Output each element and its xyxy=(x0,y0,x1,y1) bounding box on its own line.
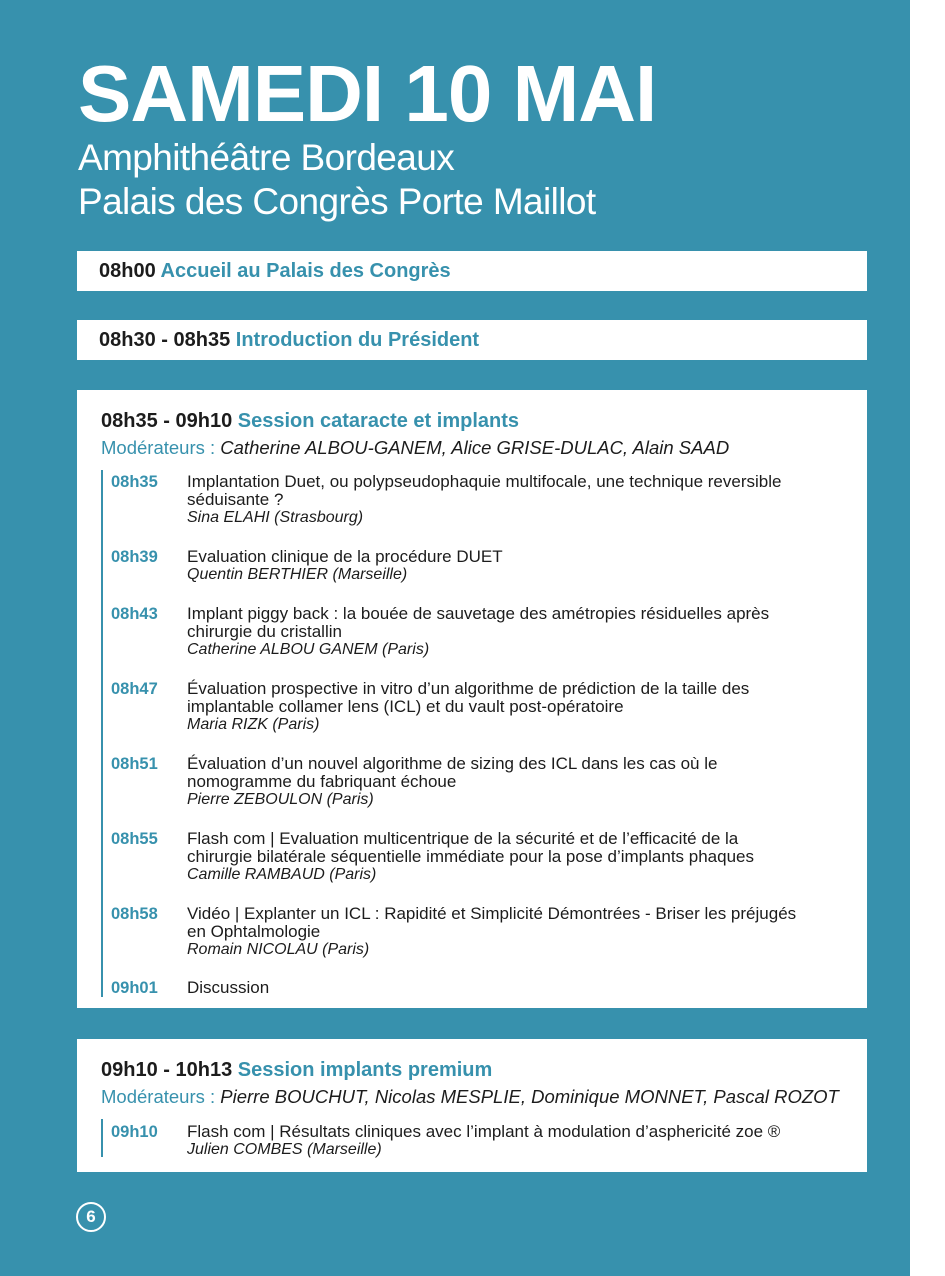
venue xyxy=(78,136,596,224)
session-time: 08h35 - 09h10 xyxy=(101,410,233,432)
intro-label: Introduction du Président xyxy=(235,329,480,351)
item-title: Implant piggy back : la bouée de sauvetage des amétropies résiduelles après xyxy=(187,604,770,623)
session-header xyxy=(101,1059,492,1082)
page-number: 6 xyxy=(76,1202,106,1232)
timeline-rule xyxy=(101,1119,103,1157)
item-speaker: Quentin BERTHIER (Marseille) xyxy=(187,566,408,583)
item-title: Evaluation clinique de la procédure DUET xyxy=(187,547,503,566)
item-speaker: Romain NICOLAU (Paris) xyxy=(187,941,370,958)
item-time: 08h47 xyxy=(111,680,158,698)
page-title: SAMEDI 10 MAI xyxy=(78,49,657,138)
item-title-cont: implantable collamer lens (ICL) et du vault post-opératoire xyxy=(187,697,624,716)
item-title-cont: chirurgie du cristallin xyxy=(187,622,342,641)
item-speaker: Sina ELAHI (Strasbourg) xyxy=(187,509,364,526)
item-time: 08h35 xyxy=(111,473,158,491)
item-time: 08h58 xyxy=(111,905,158,923)
welcome-bar xyxy=(77,251,867,291)
item-time: 09h10 xyxy=(111,1123,158,1141)
item-title-cont: nomogramme du fabriquant échoue xyxy=(187,772,457,791)
moderators xyxy=(101,437,729,459)
session-premium-card xyxy=(77,1039,867,1172)
session-title: Session implants premium xyxy=(237,1059,493,1081)
item-title: Évaluation d’un nouvel algorithme de sizing des ICL dans les cas où le xyxy=(187,754,718,773)
timeline-rule xyxy=(101,470,103,997)
item-title: Flash com | Evaluation multicentrique de la sécurité et de l’efficacité de la xyxy=(187,829,739,848)
item-speaker: Maria RIZK (Paris) xyxy=(187,716,320,733)
session-time: 09h10 - 10h13 xyxy=(101,1059,233,1081)
welcome-label: Accueil au Palais des Congrès xyxy=(160,260,451,282)
venue-place: Palais des Congrès Porte Maillot xyxy=(78,181,596,222)
venue-room: Amphithéâtre Bordeaux xyxy=(78,137,455,178)
intro-time: 08h30 - 08h35 xyxy=(99,329,231,351)
moderators-label: Modérateurs : xyxy=(101,1086,216,1107)
session-cataract-card xyxy=(77,390,867,1008)
item-time: 08h39 xyxy=(111,548,158,566)
item-title: Implantation Duet, ou polypseudophaquie multifocale, une technique reversible xyxy=(187,472,782,491)
welcome-time: 08h00 xyxy=(99,260,156,282)
item-title-cont: chirurgie bilatérale séquentielle immédiate pour la pose d’implants phaques xyxy=(187,847,755,866)
item-title: Vidéo | Explanter un ICL : Rapidité et Simplicité Démontrées - Briser les préjugés xyxy=(187,904,797,923)
item-title: Flash com | Résultats cliniques avec l’implant à modulation d’asphericité zoe ® xyxy=(187,1122,781,1141)
session-title: Session cataracte et implants xyxy=(237,410,519,432)
moderators-names: Catherine ALBOU-GANEM, Alice GRISE-DULAC, Alain SAAD xyxy=(220,437,730,458)
item-time: 09h01 xyxy=(111,979,158,997)
item-title-cont: séduisante ? xyxy=(187,490,284,509)
item-time: 08h43 xyxy=(111,605,158,623)
intro-bar xyxy=(77,320,867,360)
item-title-cont: en Ophtalmologie xyxy=(187,922,321,941)
item-title: Évaluation prospective in vitro d’un algorithme de prédiction de la taille des xyxy=(187,679,750,698)
moderators-names: Pierre BOUCHUT, Nicolas MESPLIE, Dominique MONNET, Pascal ROZOT xyxy=(220,1086,839,1107)
moderators-label: Modérateurs : xyxy=(101,437,216,458)
item-title: Discussion xyxy=(187,978,270,997)
item-time: 08h55 xyxy=(111,830,158,848)
item-time: 08h51 xyxy=(111,755,158,773)
session-header xyxy=(101,410,519,433)
item-speaker: Julien COMBES (Marseille) xyxy=(187,1141,382,1158)
moderators xyxy=(101,1086,839,1108)
item-speaker: Catherine ALBOU GANEM (Paris) xyxy=(187,641,430,658)
item-speaker: Pierre ZEBOULON (Paris) xyxy=(187,791,374,808)
item-speaker: Camille RAMBAUD (Paris) xyxy=(187,866,377,883)
